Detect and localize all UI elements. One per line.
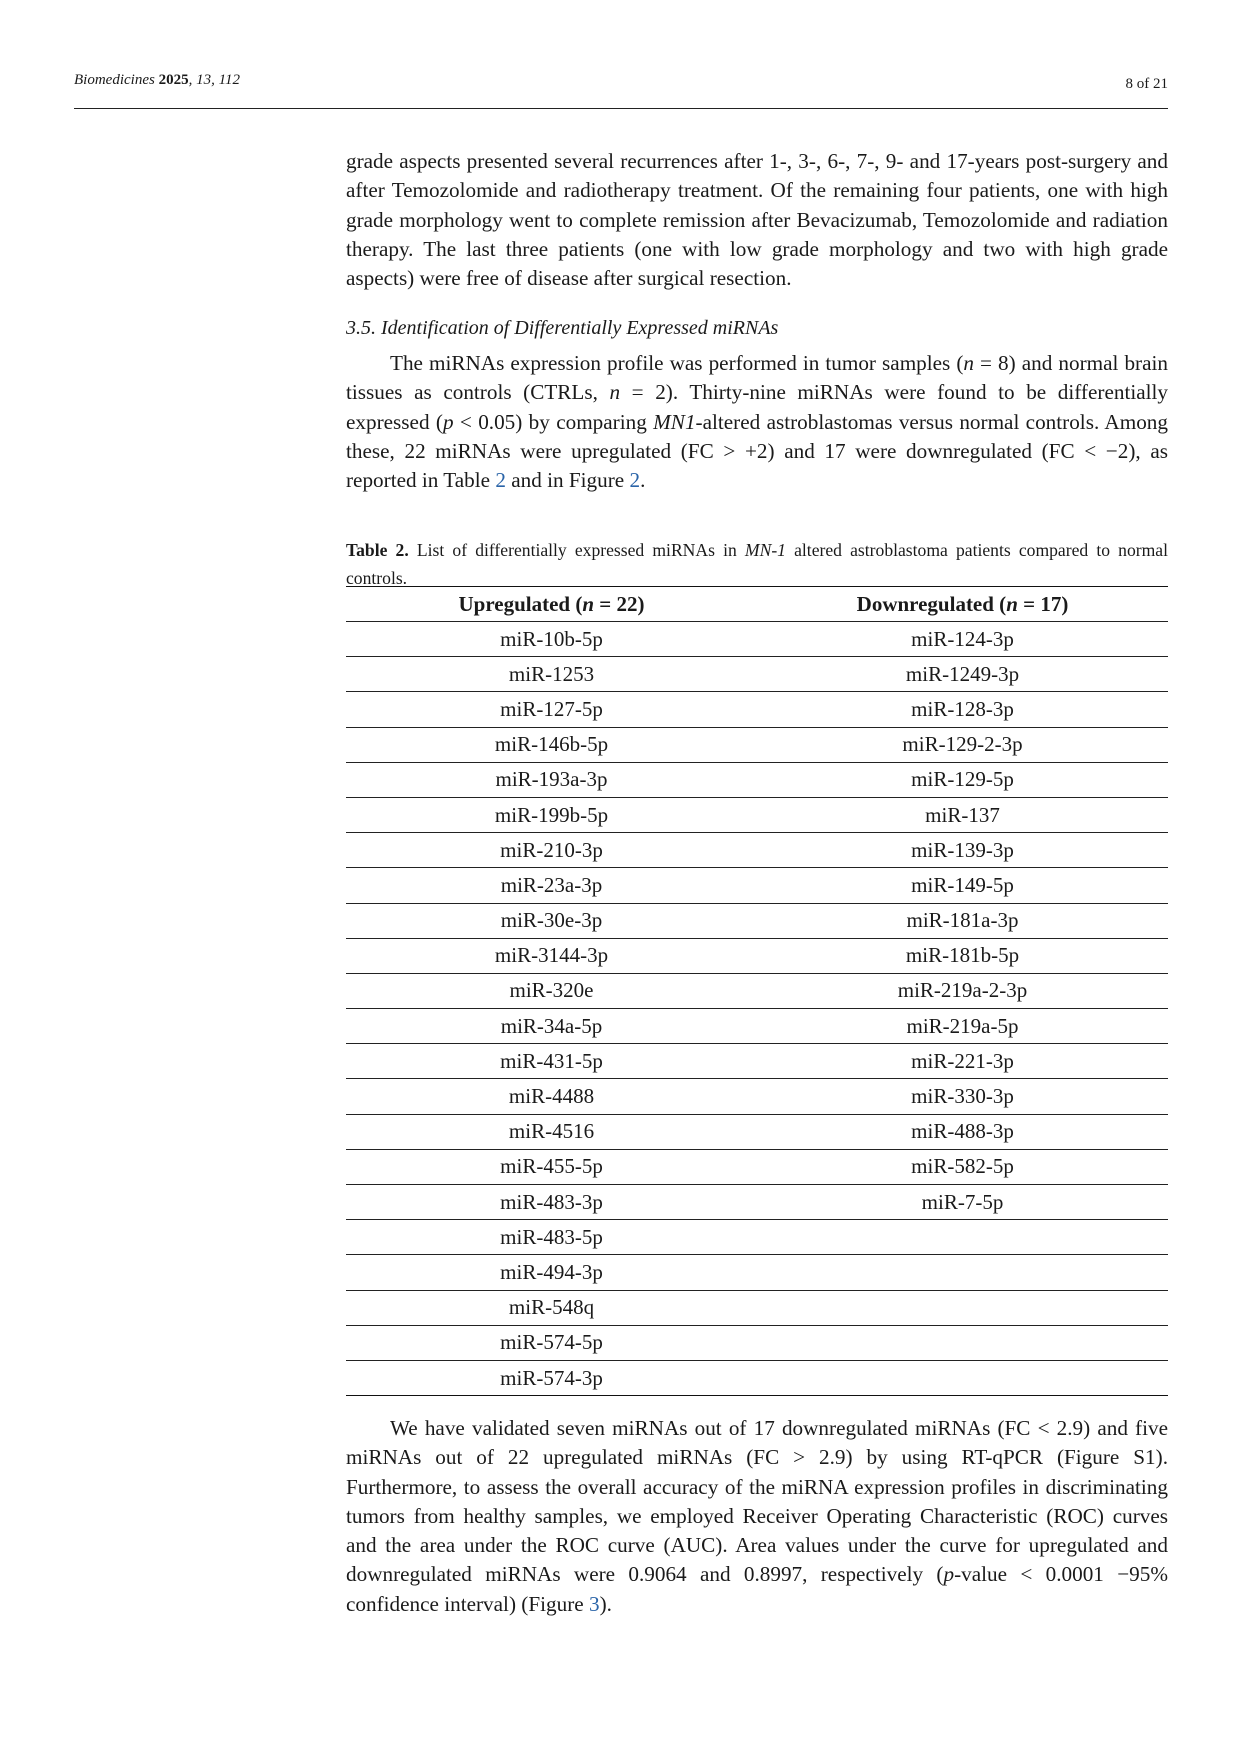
downregulated-mirna-cell: miR-124-3p: [911, 626, 1014, 651]
downregulated-mirna-cell: miR-137: [925, 802, 1000, 827]
upregulated-mirna-cell: miR-146b-5p: [494, 732, 609, 757]
table-caption: Table 2. List of differentially expressed miRNAs in MN-1 altered astroblastoma patients compared to normal controls.: [346, 539, 1169, 588]
upregulated-mirna-cell: miR-574-3p: [500, 1365, 603, 1390]
table-row: [346, 1079, 1168, 1114]
table-row: [346, 622, 1168, 657]
table-row: [346, 1044, 1168, 1079]
downregulated-mirna-cell: miR-181b-5p: [905, 943, 1020, 968]
upregulated-mirna-cell: miR-483-3p: [500, 1189, 603, 1214]
table-row: [346, 1291, 1168, 1326]
downregulated-mirna-cell: miR-330-3p: [911, 1084, 1014, 1109]
table-row: [346, 868, 1168, 903]
downregulated-mirna-cell: miR-129-2-3p: [902, 732, 1023, 757]
upregulated-mirna-cell: miR-10b-5p: [500, 626, 603, 651]
table-header-row: [346, 587, 1168, 622]
downregulated-mirna-cell: miR-219a-2-3p: [897, 978, 1028, 1003]
table-row: [346, 1220, 1168, 1255]
upregulated-mirna-cell: miR-3144-3p: [494, 943, 609, 968]
upregulated-mirna-cell: miR-199b-5p: [494, 802, 609, 827]
mirna-table: [346, 586, 1168, 1396]
upregulated-mirna-cell: miR-127-5p: [500, 696, 603, 721]
downregulated-mirna-cell: miR-139-3p: [911, 837, 1014, 862]
downregulated-mirna-cell: miR-582-5p: [911, 1154, 1014, 1179]
table-row: [346, 1326, 1168, 1361]
table-row: [346, 1361, 1168, 1395]
downregulated-mirna-cell: miR-488-3p: [911, 1119, 1014, 1144]
table-row: [346, 657, 1168, 692]
downregulated-mirna-cell: miR-7-5p: [921, 1189, 1004, 1214]
page-number: 8 of 21: [1125, 76, 1168, 92]
downregulated-mirna-cell: miR-221-3p: [911, 1048, 1014, 1073]
table-row: [346, 763, 1168, 798]
upregulated-mirna-cell: miR-574-5p: [500, 1330, 603, 1355]
upregulated-mirna-cell: miR-4516: [508, 1119, 595, 1144]
upregulated-mirna-cell: miR-23a-3p: [500, 872, 603, 897]
page-header: [74, 72, 1168, 109]
downregulated-mirna-cell: miR-1249-3p: [905, 661, 1020, 686]
table-row: [346, 904, 1168, 939]
upregulated-mirna-cell: miR-320e: [509, 978, 594, 1003]
upregulated-mirna-cell: miR-431-5p: [500, 1048, 603, 1073]
journal-volume: , 13, 112: [188, 72, 240, 88]
paragraph-2: The miRNAs expression profile was performed in tumor samples (n = 8) and normal brain tissues as controls (CTRLs, n = 2). Thirty-nine miRNAs were found to be differentially expressed (p < 0.05) by comparing MN1-altered astroblastomas versus normal controls. Among these, 22 miRNAs were upregulated (FC > +2) and 17 were downregulated (FC < −2), as reported in Table 2 and in Figure 2.: [346, 351, 1168, 493]
table-row: [346, 1185, 1168, 1220]
upregulated-mirna-cell: miR-483-5p: [500, 1224, 603, 1249]
table-row: [346, 728, 1168, 763]
table-row: [346, 1255, 1168, 1290]
table-row: [346, 939, 1168, 974]
upregulated-mirna-cell: miR-455-5p: [500, 1154, 603, 1179]
table-row: [346, 833, 1168, 868]
table-2-link[interactable]: 2: [495, 468, 506, 493]
header-upregulated: Upregulated (n = 22): [458, 591, 645, 616]
upregulated-mirna-cell: miR-4488: [508, 1084, 595, 1109]
table-row: [346, 692, 1168, 727]
header-downregulated: Downregulated (n = 17): [856, 591, 1069, 616]
upregulated-mirna-cell: miR-193a-3p: [495, 767, 608, 792]
table-row: [346, 798, 1168, 833]
table-row: [346, 1115, 1168, 1150]
journal-citation: [74, 72, 240, 89]
table-label: Table 2.: [346, 539, 409, 560]
figure-2-link[interactable]: 2: [629, 468, 641, 493]
section-heading: 3.5. Identification of Differentially Expressed miRNAs: [346, 317, 779, 339]
upregulated-mirna-cell: miR-210-3p: [500, 837, 603, 862]
figure-3-link[interactable]: 3: [588, 1591, 600, 1616]
upregulated-mirna-cell: miR-1253: [508, 661, 595, 686]
table-row: [346, 1150, 1168, 1185]
table-row: [346, 1009, 1168, 1044]
upregulated-mirna-cell: miR-34a-5p: [500, 1013, 603, 1038]
journal-name: Biomedicines: [74, 72, 155, 88]
downregulated-mirna-cell: miR-219a-5p: [906, 1013, 1019, 1038]
table-row: [346, 974, 1168, 1009]
downregulated-mirna-cell: miR-149-5p: [911, 872, 1014, 897]
downregulated-mirna-cell: miR-128-3p: [911, 696, 1014, 721]
downregulated-mirna-cell: miR-129-5p: [911, 767, 1014, 792]
upregulated-mirna-cell: miR-548q: [508, 1295, 595, 1320]
downregulated-mirna-cell: miR-181a-3p: [906, 908, 1019, 933]
paragraph-3: We have validated seven miRNAs out of 17 downregulated miRNAs (FC < 2.9) and five miRNAs out of 22 upregulated miRNAs (FC > 2.9) by using RT-qPCR (Figure S1). Furthermore, to assess the overall accuracy of the miRNA expression profiles in discriminating tumors from healthy samples, we employed Receiver Operating Characteristic (ROC) curves and the area under the ROC curve (AUC). Area values under the curve for upregulated and downregulated miRNAs were 0.9064 and 0.8997, respectively (p-value < 0.0001 −95% confidence interval) (Figure 3).: [346, 1416, 1168, 1616]
upregulated-mirna-cell: miR-30e-3p: [500, 908, 603, 933]
upregulated-mirna-cell: miR-494-3p: [500, 1259, 603, 1284]
journal-year: 2025: [158, 72, 189, 88]
paragraph-1: grade aspects presented several recurrences after 1-, 3-, 6-, 7-, 9- and 17-years post-surgery and after Temozolomide and radiotherapy treatment. Of the remaining four patients, one with high grade morphology went to complete remission after Bevacizumab, Temozolomide and radiation therapy. The last three patients (one with low grade morphology and two with high grade aspects) were free of disease after surgical resection.: [346, 149, 1168, 291]
